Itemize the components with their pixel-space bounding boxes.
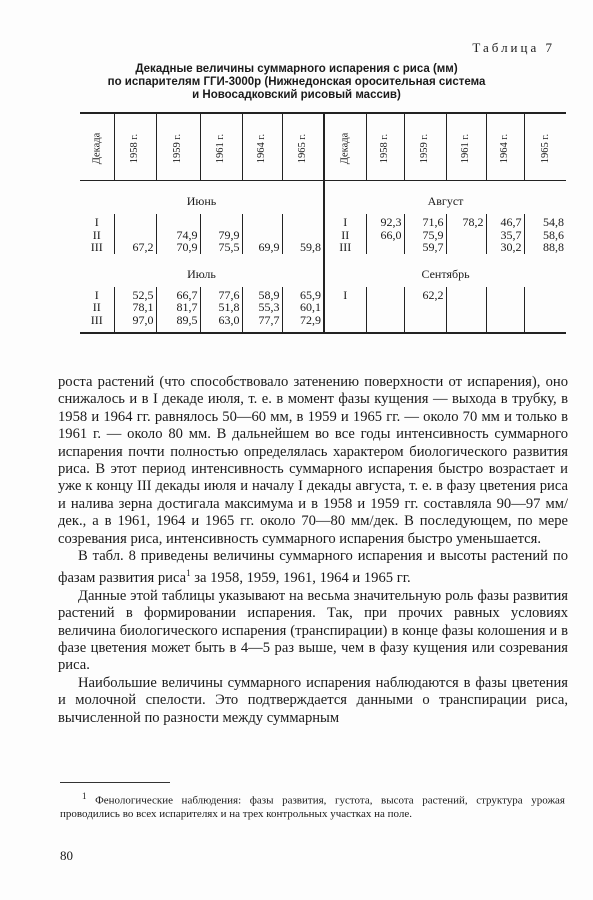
august-decades: I II III — [324, 214, 366, 254]
header-decade-left: Декада — [80, 113, 114, 181]
june-decades: I II III — [90, 215, 103, 254]
header-1959-left: 1959 г. — [156, 113, 200, 181]
september-decades: I — [324, 287, 366, 334]
header-1965-left: 1965 г. — [282, 113, 324, 181]
september-1959: 62,2 — [404, 287, 446, 334]
footnote-divider — [60, 782, 170, 783]
evaporation-table — [80, 112, 566, 334]
caption-line-3: и Новосадковский рисовый массив) — [192, 89, 401, 101]
paragraph-4: Наибольшие величины суммарного испарения наблюдаются в фазы цветения и молочной спелости. Это подтверждается данными о транспирации риса, вычисленной по разности между суммарным — [58, 674, 568, 726]
header-decade-right: Декада — [324, 113, 366, 181]
header-1961-right: 1961 г. — [446, 113, 486, 181]
data-row-june-august — [80, 214, 566, 254]
june-1965: 59,8 — [282, 214, 324, 254]
footnote-mark: 1 — [82, 791, 87, 801]
month-august: Август — [324, 181, 566, 215]
july-1961: 77,6 51,8 63,0 — [200, 287, 242, 334]
month-june: Июнь — [186, 194, 217, 208]
month-row-2 — [80, 254, 566, 287]
paragraph-1: роста растений (что способствовало затенению поверхности от испарения), оно снижалось и в I декаде июля, т. е. в момент фазы кущения — выхода в трубку, в 1958 и 1964 гг. равнялось 50—60 мм, в 1959 и 1965 гг. — около 70 мм и только в 1961 г. — около 80 мм. В дальнейшем во все годы интенсивность суммарного испарения почти полностью определялась характером биологического развития риса. В этот период интенсивность суммарного испарения быстро возрастает и уже к концу III декады июля и началу I декады августа, т. е. в фазу цветения риса и налива зерна достигала максимума и в 1958 и 1959 гг. составляла 90—97 мм/дек., а в 1961, 1964 и 1965 гг. около 70—80 мм/дек. В последующем, по мере созревания риса, интенсивность суммарного испарения быстро уменьшается. — [58, 374, 568, 547]
august-1958: 92,3 66,0 — [366, 214, 404, 254]
header-1959-right: 1959 г. — [404, 113, 446, 181]
august-1964: 46,7 35,7 30,2 — [486, 214, 524, 254]
page-number: 80 — [60, 848, 73, 863]
paragraph-3: Данные этой таблицы указывают на весьма значительную роль фазы развития растений в формировании испарения. Так, при прочих равных условиях величина биологического испарения (транспирации) в конце фазы колошения и в фазе цветения может быть в 4—5 раз выше, чем в фазу кущения или созревания риса. — [58, 587, 568, 674]
footnote: $^1$ Фенологические наблюдения: фазы развития, густота, высота растений, структура урожая проводились во всех испарителях и на трех контрольных участках на поле. — [60, 791, 565, 820]
paragraph-2: В табл. 8 приведены величины суммарного испарения и высоты растений по фазам развития риса$^1$ за 1958, 1959, 1961, 1964 и 1965 гг. — [58, 548, 568, 587]
data-row-july-september — [80, 287, 566, 334]
june-1959: 74,9 70,9 — [156, 214, 200, 254]
header-1964-right: 1964 г. — [486, 113, 524, 181]
june-1964: 69,9 — [242, 214, 282, 254]
september-1965 — [524, 287, 566, 334]
august-1965: 54,8 58,6 88,8 — [524, 214, 566, 254]
august-1961: 78,2 — [446, 214, 486, 254]
body-text — [58, 374, 568, 727]
month-july: Июль — [187, 266, 216, 281]
month-september: Сентябрь — [324, 254, 566, 287]
july-1964: 58,9 55,3 77,7 — [242, 287, 282, 334]
june-1958: 67,2 — [114, 214, 156, 254]
august-1959: 71,6 75,9 59,7 — [404, 214, 446, 254]
june-1961: 79,9 75,5 — [200, 214, 242, 254]
september-1961 — [446, 287, 486, 334]
header-1958-left: 1958 г. — [114, 113, 156, 181]
header-1965-right: 1965 г. — [524, 113, 566, 181]
table-caption — [60, 63, 533, 102]
footnote-ref: 1 — [186, 568, 191, 579]
july-1958: 52,5 78,1 97,0 — [114, 287, 156, 334]
header-1958-right: 1958 г. — [366, 113, 404, 181]
july-1959: 66,7 81,7 89,5 — [156, 287, 200, 334]
month-row-1 — [80, 181, 566, 215]
july-1965: 65,9 60,1 72,9 — [282, 287, 324, 334]
september-1958 — [366, 287, 404, 334]
september-1964 — [486, 287, 524, 334]
table-label: Таблица 7 — [472, 40, 555, 55]
table-header-row — [80, 113, 566, 181]
header-1964-left: 1964 г. — [242, 113, 282, 181]
header-1961-left: 1961 г. — [200, 113, 242, 181]
caption-line-1: Декадные величины суммарного испарения с риса (мм) — [135, 63, 458, 75]
july-decades: I II III — [80, 287, 114, 334]
caption-line-2: по испарителям ГГИ-3000р (Нижнедонская оросительная система — [107, 76, 486, 88]
